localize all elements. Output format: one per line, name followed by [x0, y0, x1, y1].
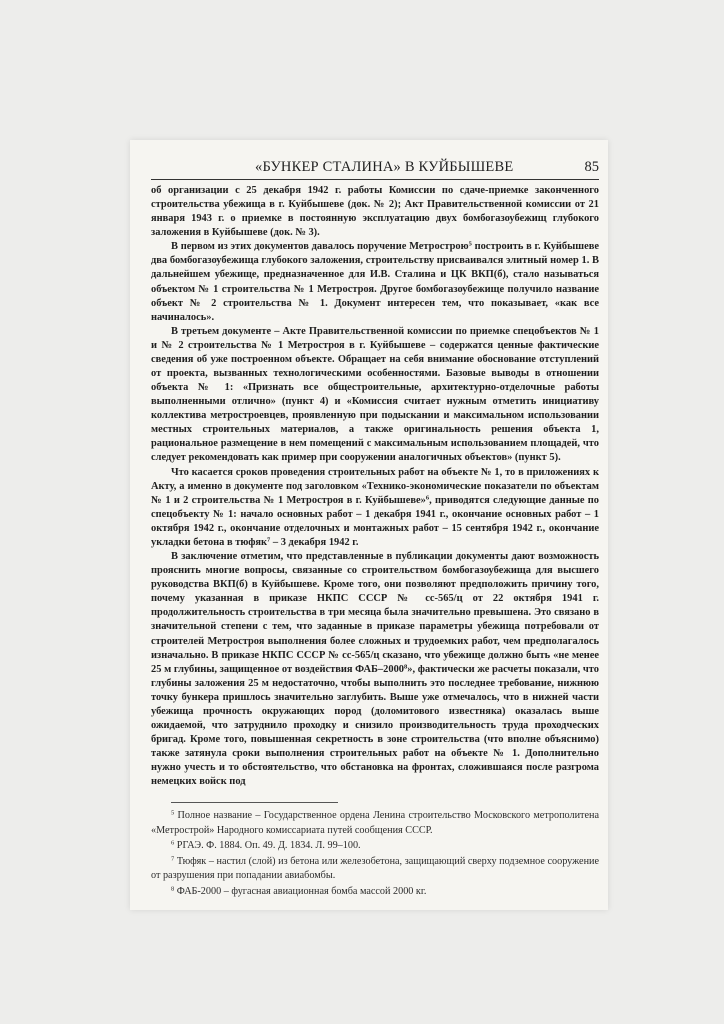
main-text	[151, 184, 599, 789]
paragraph-3: В третьем документе – Акте Правительственной комиссии по приемке спецобъектов № 1 и № 2 строительства № 1 Метростроя в г. Куйбышеве – содержатся ценные фактические сведения об уже построенном объекте. Обращает на себя внимание обоснование отступлений от проекта, вызванных технологическими особенностями. Базовые выводы в отношении объекта № 1: «Признать все общестроительные, архитектурно-отделочные работы выполненными отлично» (пункт 4) и «Комиссия считает нужным отметить инициативу коллектива метростроевцев, проявленную при подыскании и максимальном использовании местных строительных материалов, а также оригинальность решения объекта 1, рациональное размещение в нем помещений с максимальным использованием площадей, что следует рекомендовать как пример при сооружении аналогичных объектов» (пункт 5).	[151, 325, 599, 464]
footnote-5: $^5$ Полное название – Государственное ордена Ленина строительство Московского метрополитена «Метрострой» Народного комиссариата путей сообщения СССР.	[151, 809, 599, 836]
paragraph-2: В первом из этих документов давалось поручение Метрострою$^5$ построить в г. Куйбышеве два бомбогазоубежища глубокого заложения, строительству присваивался элитный номер 1. В дальнейшем убежище, предназначенное для И.В. Сталина и ЦК ВКП(б), стало называться объектом № 1 строительства № 1 Метростроя. Другое бомбогазоубежище получило название объект № 2 строительства № 1. Документ интересен тем, что показывает, «как все начиналось».	[151, 240, 600, 323]
paragraph-1: об организации с 25 декабря 1942 г. работы Комиссии по сдаче-приемке законченного строительства убежища в г. Куйбышеве (док. № 2); Акт Правительственной комиссии от 21 января 1943 г. о приемке в постоянную эксплуатацию двух бомбогазоубежищ глубокого заложения в Куйбышеве (док. № 3).	[151, 185, 599, 239]
footnote-ref-6[interactable]: 6	[425, 494, 430, 502]
page-header	[151, 158, 599, 180]
footnotes	[151, 809, 599, 900]
footnote-ref-5[interactable]: 5	[468, 240, 472, 248]
footnote-ref-8[interactable]: 8	[404, 663, 408, 671]
paragraph-5: В заключение отметим, что представленные в публикации документы дают возможность прояснить многие вопросы, связанные со строительством бомбогазоубежища для высшего руководства ВКП(б) в Куйбышеве. Кроме того, они позволяют предположить причину того, почему указанная в приказе НКПС СССР № сс-565/ц от 22 октября 1941 г. продолжительность строительства в три месяца была значительно превышена. Это связано в значительной степени с тем, что заданные в приказе параметры убежища потребовали от строителей Метростроя выполнения более сложных и трудоемких работ, чем предполагалось изначально. В приказе НКПС СССР № сс-565/ц сказано, что убежище должно быть «не менее 25 м глубины, защищенное от воздействия ФАБ–2000$^8$», фактически же расчеты показали, что глубины заложения 25 м недостаточно, чтобы выполнить это последнее требование, нижнюю точку бункера пришлось значительно заглубить. Выше уже отмечалось, что в нижней части убежища прочность окружающих пород (доломитового известняка) оказалась выше ожидаемой, что затруднило проходку и снизило производительность труда проходческих бригад. Кроме того, повышенная секретность в зоне строительства (что вполне объяснимо) также затянула сроки выполнения строительных работ на объекте № 1. Дополнительно нужно учесть и то обстоятельство, что обстановка на фронтах, сложившаяся после разгрома немецких войск под	[151, 551, 599, 788]
paragraph-4: Что касается сроков проведения строительных работ на объекте № 1, то в приложениях к Акту, а именно в документе под заголовком «Технико-экономические показатели по объектам № 1 и 2 строительства № 1 Метростроя в г. Куйбышеве»$^6$, приводятся следующие данные по спецобъекту № 1: начало основных работ – 1 декабря 1941 г., окончание основных работ – 1 октября 1942 г., окончание отделочных и монтажных работ – 15 сентября 1942 г., окончание укладки бетона в тюфяк$^7$ – 3 декабря 1942 г.	[151, 466, 600, 548]
footnote-6: $^6$ РГАЭ. Ф. 1884. Оп. 49. Д. 1834. Л. 99–100.	[171, 839, 361, 851]
page-number: 85	[584, 159, 599, 175]
footnote-7: $^7$ Тюфяк – настил (слой) из бетона или железобетона, защищающий сверху подземное сооружение от разрушения при попадании авиабомбы.	[151, 855, 599, 881]
footnote-divider	[171, 802, 338, 803]
footnote-8: $^8$ ФАБ-2000 – фугасная авиационная бомба массой 2000 кг.	[171, 885, 427, 897]
running-title: «БУНКЕР СТАЛИНА» В КУЙБЫШЕВЕ	[255, 159, 514, 175]
footnote-ref-7[interactable]: 7	[267, 536, 271, 544]
